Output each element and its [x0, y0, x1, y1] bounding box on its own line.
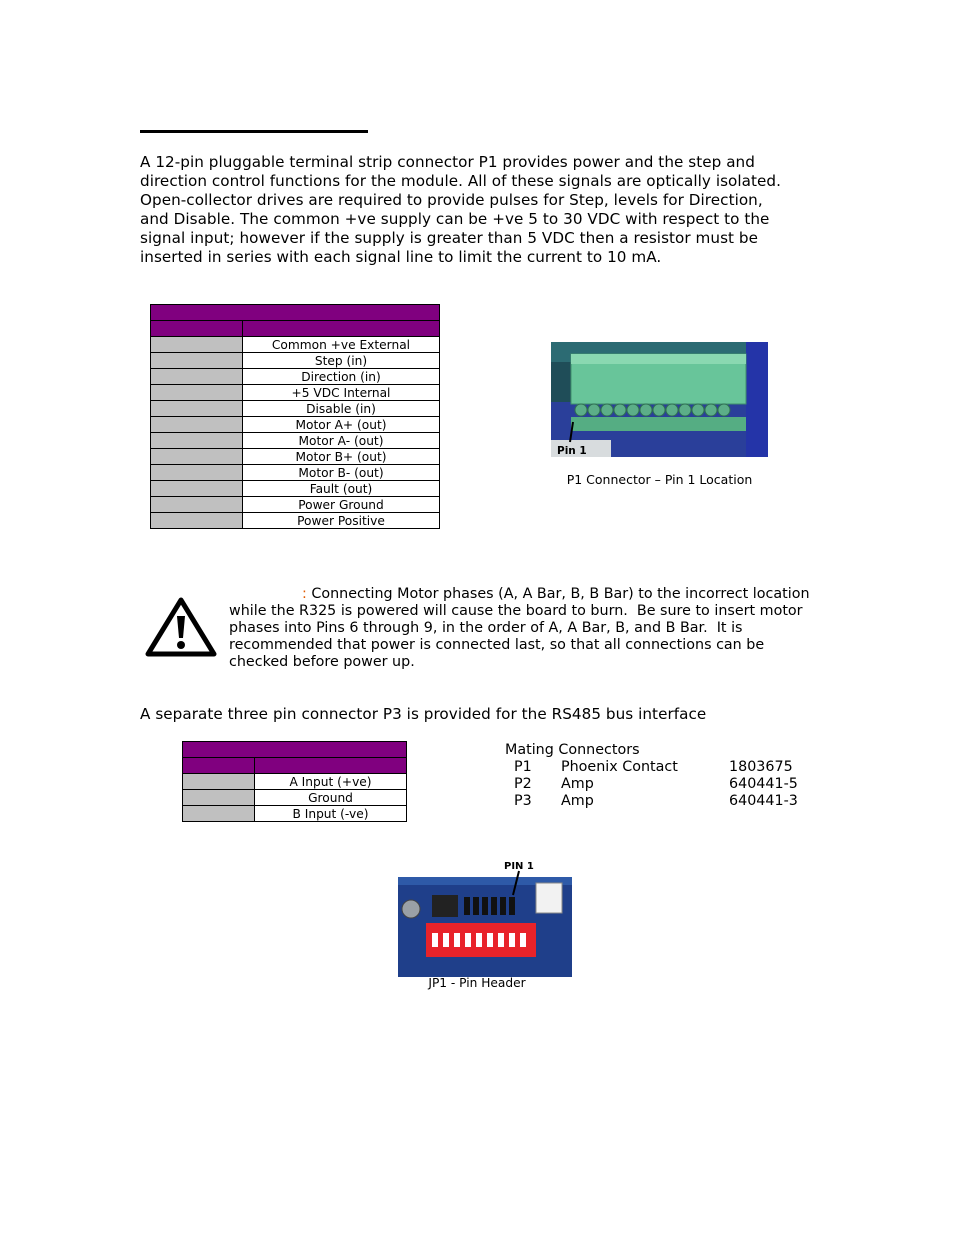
warning-colon: : [302, 586, 307, 602]
signal-cell: A Input (+ve) [255, 774, 407, 790]
table-row [151, 449, 440, 465]
pin1-label: Pin 1 [557, 445, 587, 457]
signal-cell: Common +ve External [243, 337, 440, 353]
warning-text [229, 586, 810, 671]
table-row [183, 790, 407, 806]
mating-title: Mating Connectors [505, 742, 640, 758]
signal-cell: Motor A- (out) [243, 433, 440, 449]
table-row [151, 513, 440, 529]
p1-connector-photo [551, 342, 768, 457]
intro-line: direction control functions for the module. All of these signals are optically isolated. [140, 172, 781, 190]
p3-pinout-table [182, 741, 407, 822]
signal-cell: B Input (-ve) [255, 806, 407, 822]
signal-cell: Direction (in) [243, 369, 440, 385]
table-row [183, 774, 407, 790]
table-row [151, 369, 440, 385]
table-row [183, 806, 407, 822]
pin-header-image [382, 855, 572, 977]
table-row [151, 497, 440, 513]
intro-paragraph [140, 153, 781, 267]
signal-cell: Motor B+ (out) [243, 449, 440, 465]
table-row [151, 417, 440, 433]
mating-row: P1 Phoenix Contact 1803675 [514, 759, 793, 775]
table-title-row [151, 305, 440, 321]
warning-icon [145, 596, 217, 658]
signal-cell: Power Positive [243, 513, 440, 529]
warning-line: : Connecting Motor phases (A, A Bar, B, B Bar) to the incorrect location [302, 586, 810, 602]
intro-line: A 12-pin pluggable terminal strip connector P1 provides power and the step and [140, 153, 755, 171]
intro-line: Open-collector drives are required to provide pulses for Step, levels for Direction, [140, 191, 763, 209]
table-header-row [151, 321, 440, 337]
table-row [151, 337, 440, 353]
warning-line: checked before power up. [229, 654, 415, 670]
signal-cell: Motor B- (out) [243, 465, 440, 481]
jp1-photo-caption: JP1 - Pin Header [428, 976, 526, 990]
terminal-block-image [551, 342, 768, 457]
p3-sentence: A separate three pin connector P3 is provided for the RS485 bus interface [140, 705, 707, 723]
signal-cell: Motor A+ (out) [243, 417, 440, 433]
p1-photo-caption: P1 Connector – Pin 1 Location [566, 472, 753, 487]
table-header-row [183, 758, 407, 774]
table-row [151, 353, 440, 369]
warning-line: phases into Pins 6 through 9, in the order of A, A Bar, B, and B Bar. It is [229, 620, 743, 636]
mating-row: P3 Amp 640441-3 [514, 793, 798, 809]
jp1-header-photo [382, 855, 572, 977]
mating-connectors [505, 742, 798, 810]
intro-line: and Disable. The common +ve supply can be +ve 5 to 30 VDC with respect to the [140, 210, 770, 228]
mating-row: P2 Amp 640441-5 [514, 776, 798, 792]
signal-cell: +5 VDC Internal [243, 385, 440, 401]
table-row [151, 465, 440, 481]
warning-line: while the R325 is powered will cause the board to burn. Be sure to insert motor [229, 603, 803, 619]
table-row [151, 433, 440, 449]
intro-line: inserted in series with each signal line to limit the current to 10 mA. [140, 248, 662, 266]
signal-cell: Step (in) [243, 353, 440, 369]
signal-cell: Ground [255, 790, 407, 806]
signal-cell: Fault (out) [243, 481, 440, 497]
section-heading-underline [140, 130, 368, 133]
table-title-row [183, 742, 407, 758]
warning-line: recommended that power is connected last, so that all connections can be [229, 637, 765, 653]
p1-pinout-table [150, 304, 440, 529]
table-row [151, 385, 440, 401]
table-row [151, 481, 440, 497]
intro-line: signal input; however if the supply is greater than 5 VDC then a resistor must be [140, 229, 759, 247]
signal-cell: Disable (in) [243, 401, 440, 417]
table-row [151, 401, 440, 417]
pin1-label: PIN 1 [504, 861, 534, 872]
signal-cell: Power Ground [243, 497, 440, 513]
